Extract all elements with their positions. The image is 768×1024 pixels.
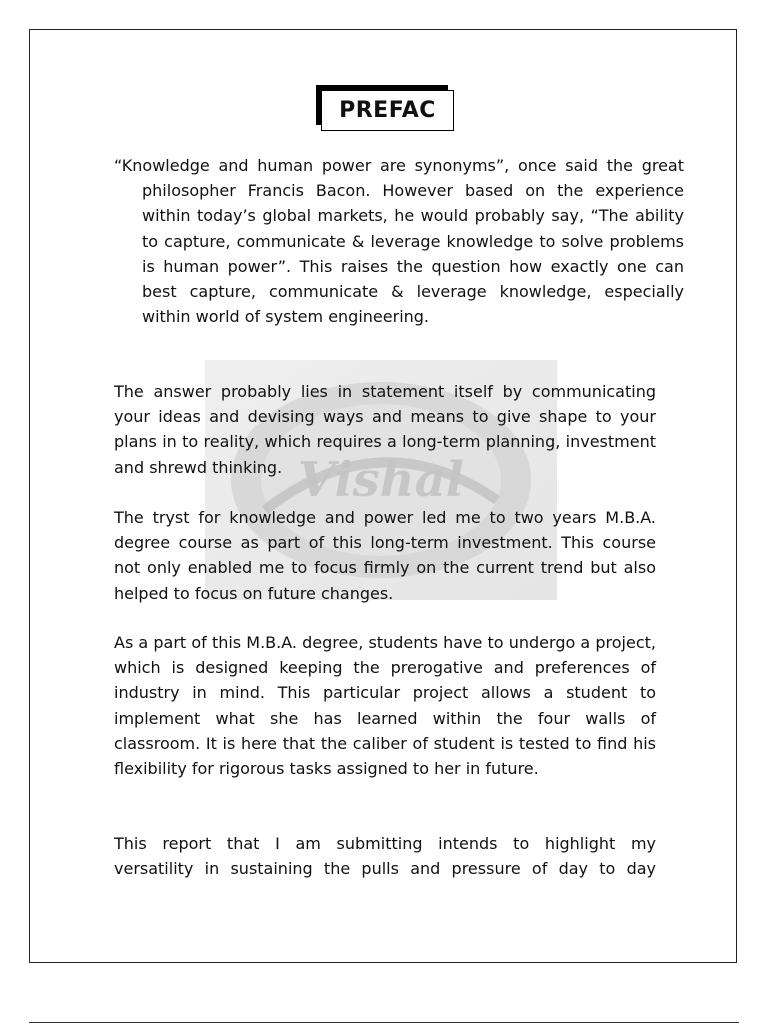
heading-box bbox=[316, 85, 454, 131]
paragraph-3: The tryst for knowledge and power led me to two years M.B.A. degree course as part of this long-term investment. This course not only enabled me to focus firmly on the current trend but also helped to focus on future changes. bbox=[114, 508, 656, 603]
paragraph-5 bbox=[114, 831, 656, 881]
paragraph-4: As a part of this M.B.A. degree, students have to undergo a project, which is designed keeping the prerogative and preferences of industry in mind. This particular project allows a student to implement what she has learned within the four walls of classroom. It is here that the caliber of student is tested to find his flexibility for rigorous tasks assigned to her in future. bbox=[114, 633, 656, 779]
page-title: PREFAC bbox=[321, 90, 454, 131]
paragraph-5-line-2: versatility in sustaining the pulls and pressure of day to day bbox=[114, 859, 656, 879]
paragraph-2: The answer probably lies in statement itself by communicating your ideas and devising ways and means to give shape to your plans in to reality, which requires a long-term planning, investment and shrewd thinking. bbox=[114, 382, 656, 477]
watermark-text: Vishal bbox=[298, 452, 464, 508]
bottom-divider bbox=[29, 1022, 739, 1023]
paragraph-5-line-1: This report that I am submitting intends to highlight my bbox=[114, 834, 656, 853]
paragraph-1: “Knowledge and human power are synonyms”, once said the great philosopher Francis Bacon. However based on the experience within today’s global markets, he would probably say, “The ability to capture, communicate & leverage knowledge to solve problems is human power”. This raises the question how exactly one can best capture, communicate & leverage knowledge, especially within world of system engineering. bbox=[114, 156, 684, 327]
